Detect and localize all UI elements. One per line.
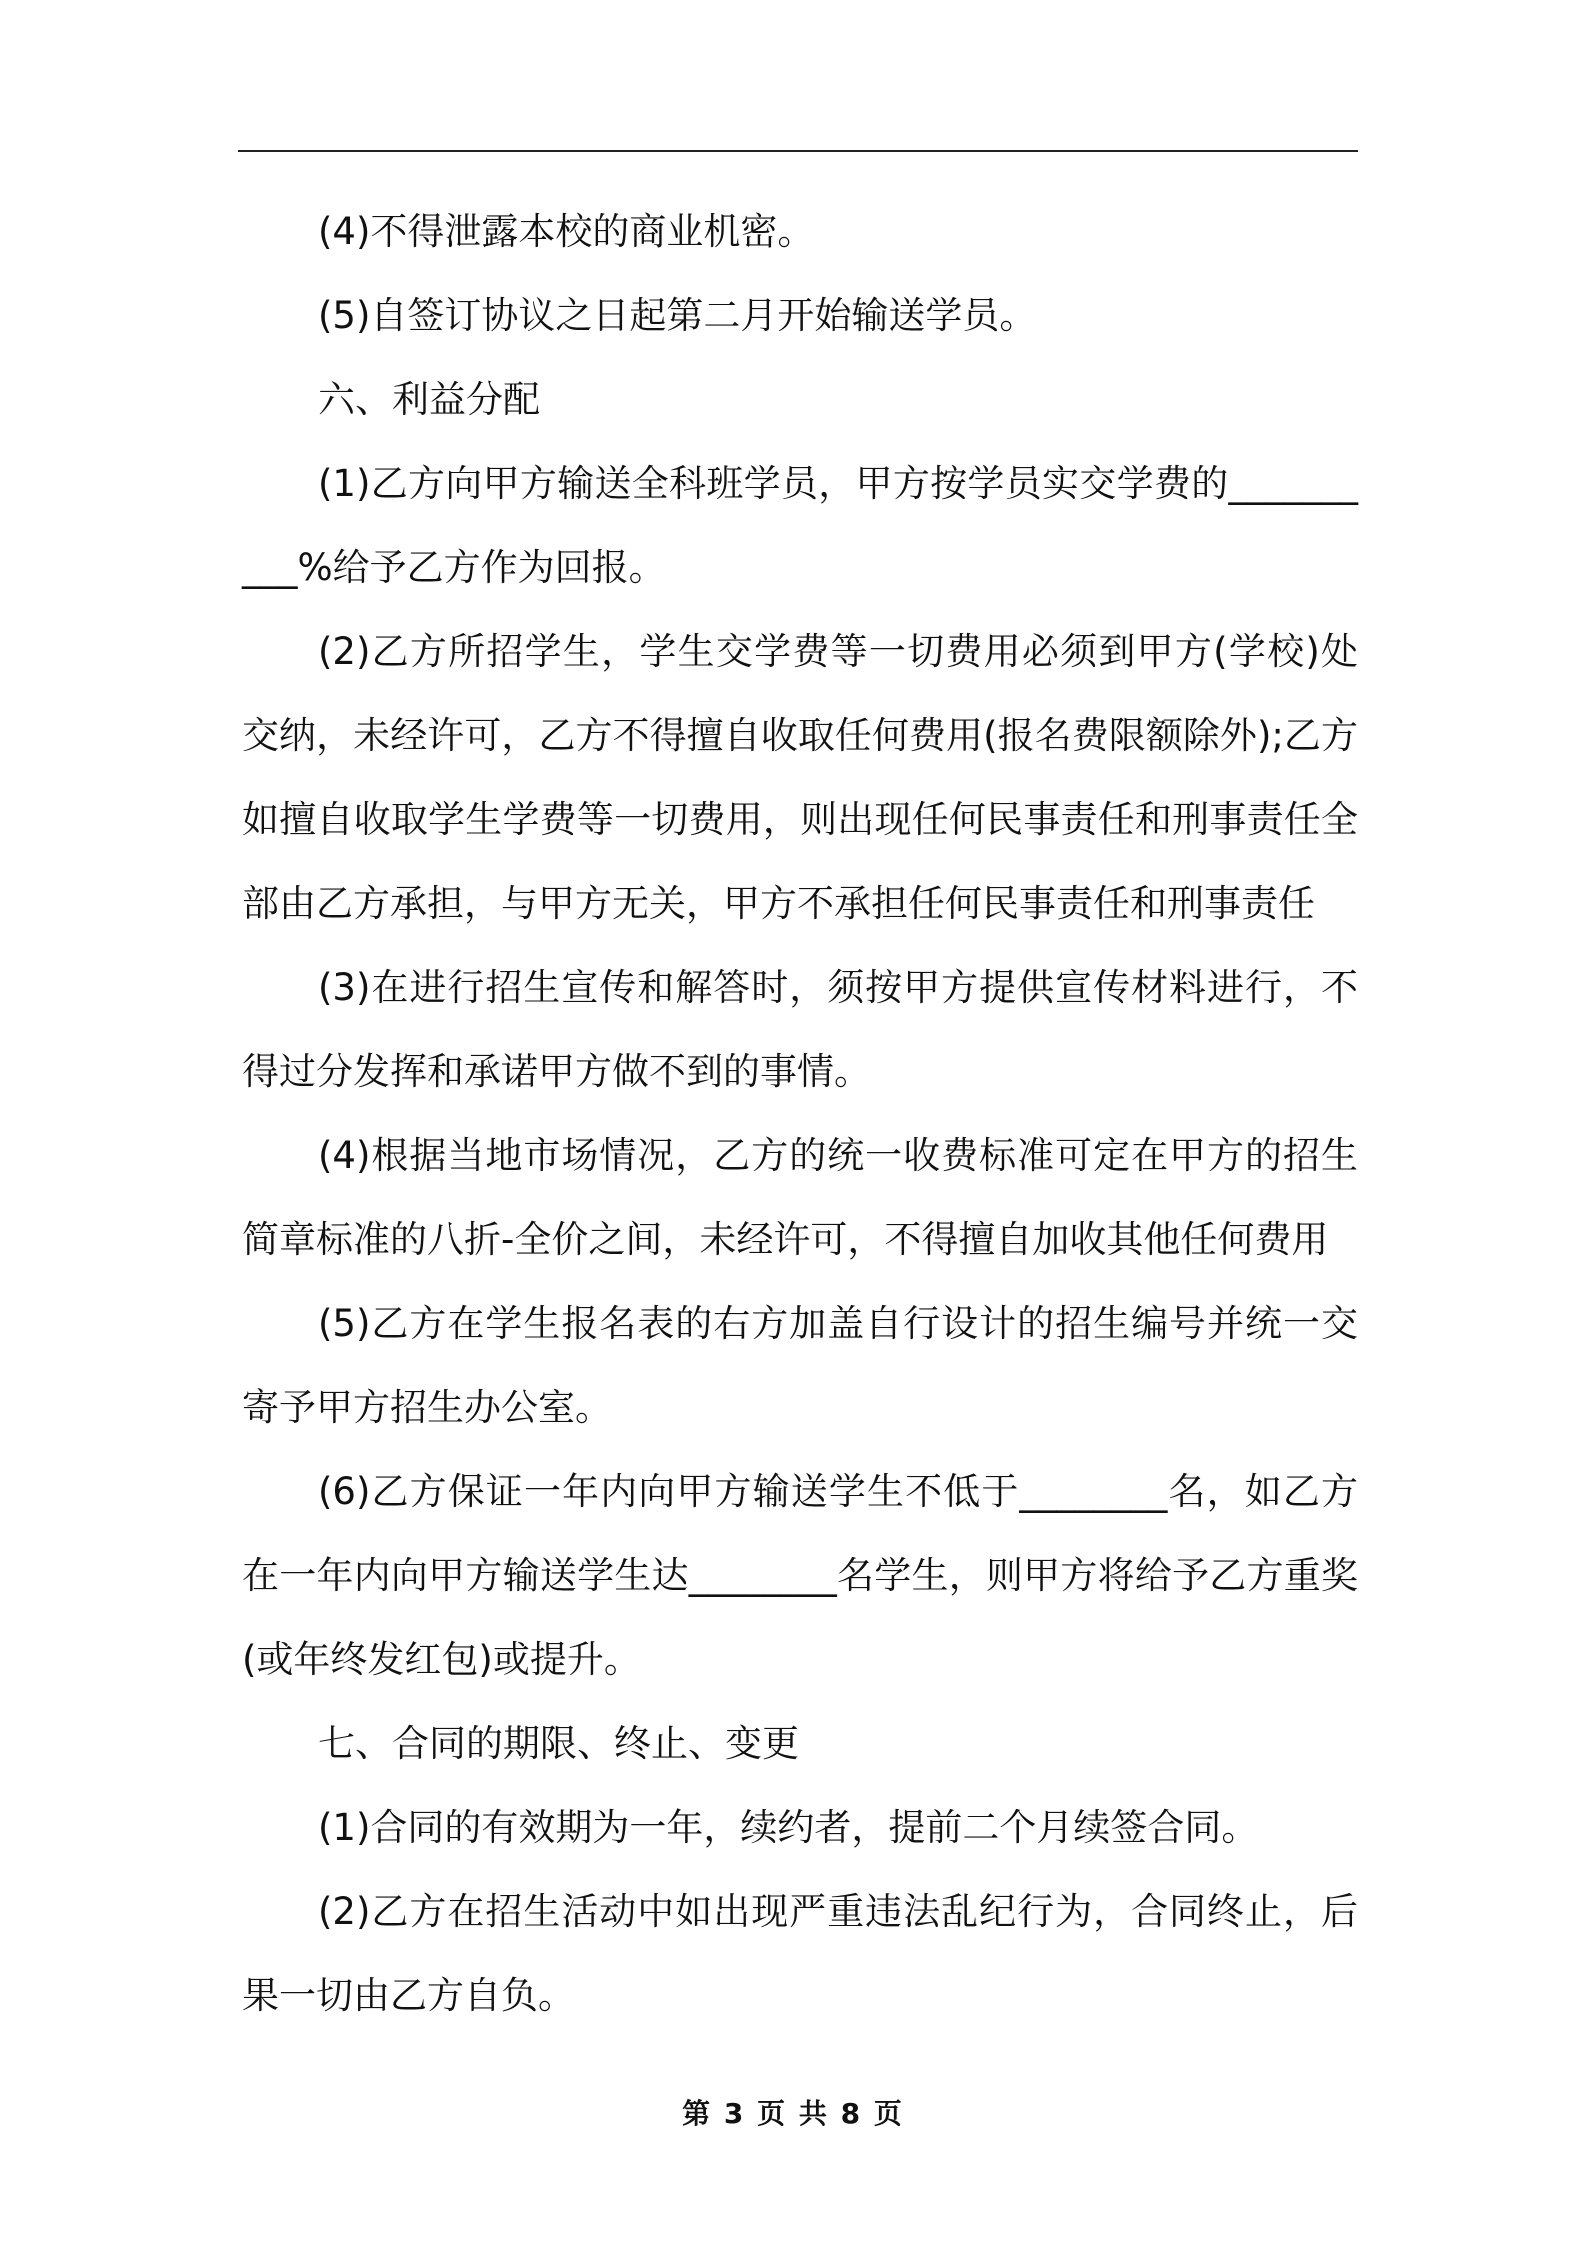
paragraph-clause-4-confidentiality: (4)不得泄露本校的商业机密。 [318,210,815,253]
paragraph-clause-5-start-date: (5)自签订协议之日起第二月开始输送学员。 [318,294,1037,337]
document-body [242,190,1358,2038]
paragraph-profit-5: (5)乙方在学生报名表的右方加盖自行设计的招生编号并统一交寄予甲方招生办公室。 [242,1302,1358,1429]
paragraph-profit-1: (1)乙方向甲方输送全科班学员，甲方按学员实交学费的__________%给予乙方作为回报。 [242,462,1358,589]
paragraph-term-1: (1)合同的有效期为一年，续约者，提前二个月续签合同。 [318,1806,1259,1849]
paragraph-profit-2: (2)乙方所招学生，学生交学费等一切费用必须到甲方(学校)处交纳，未经许可，乙方不得擅自收取任何费用(报名费限额除外);乙方如擅自收取学生学费等一切费用，则出现任何民事责任和刑事责任全部由乙方承担，与甲方无关，甲方不承担任何民事责任和刑事责任 [242,630,1358,925]
paragraph-term-2: (2)乙方在招生活动中如出现严重违法乱纪行为，合同终止，后果一切由乙方自负。 [242,1890,1358,2017]
paragraph-profit-3: (3)在进行招生宣传和解答时，须按甲方提供宣传材料进行，不得过分发挥和承诺甲方做不到的事情。 [242,966,1358,1093]
paragraph-profit-6: (6)乙方保证一年内向甲方输送学生不低于________名，如乙方在一年内向甲方输送学生达________名学生，则甲方将给予乙方重奖(或年终发红包)或提升。 [242,1470,1358,1681]
page-number-footer: 第 3 页 共 8 页 [682,2097,904,2130]
section-heading-profit-distribution: 六、利益分配 [318,378,540,421]
paragraph-profit-4: (4)根据当地市场情况，乙方的统一收费标准可定在甲方的招生简章标准的八折-全价之间，未经许可，不得擅自加收其他任何费用 [242,1134,1358,1261]
header-rule [238,150,1358,152]
section-heading-contract-term: 七、合同的期限、终止、变更 [318,1722,799,1765]
